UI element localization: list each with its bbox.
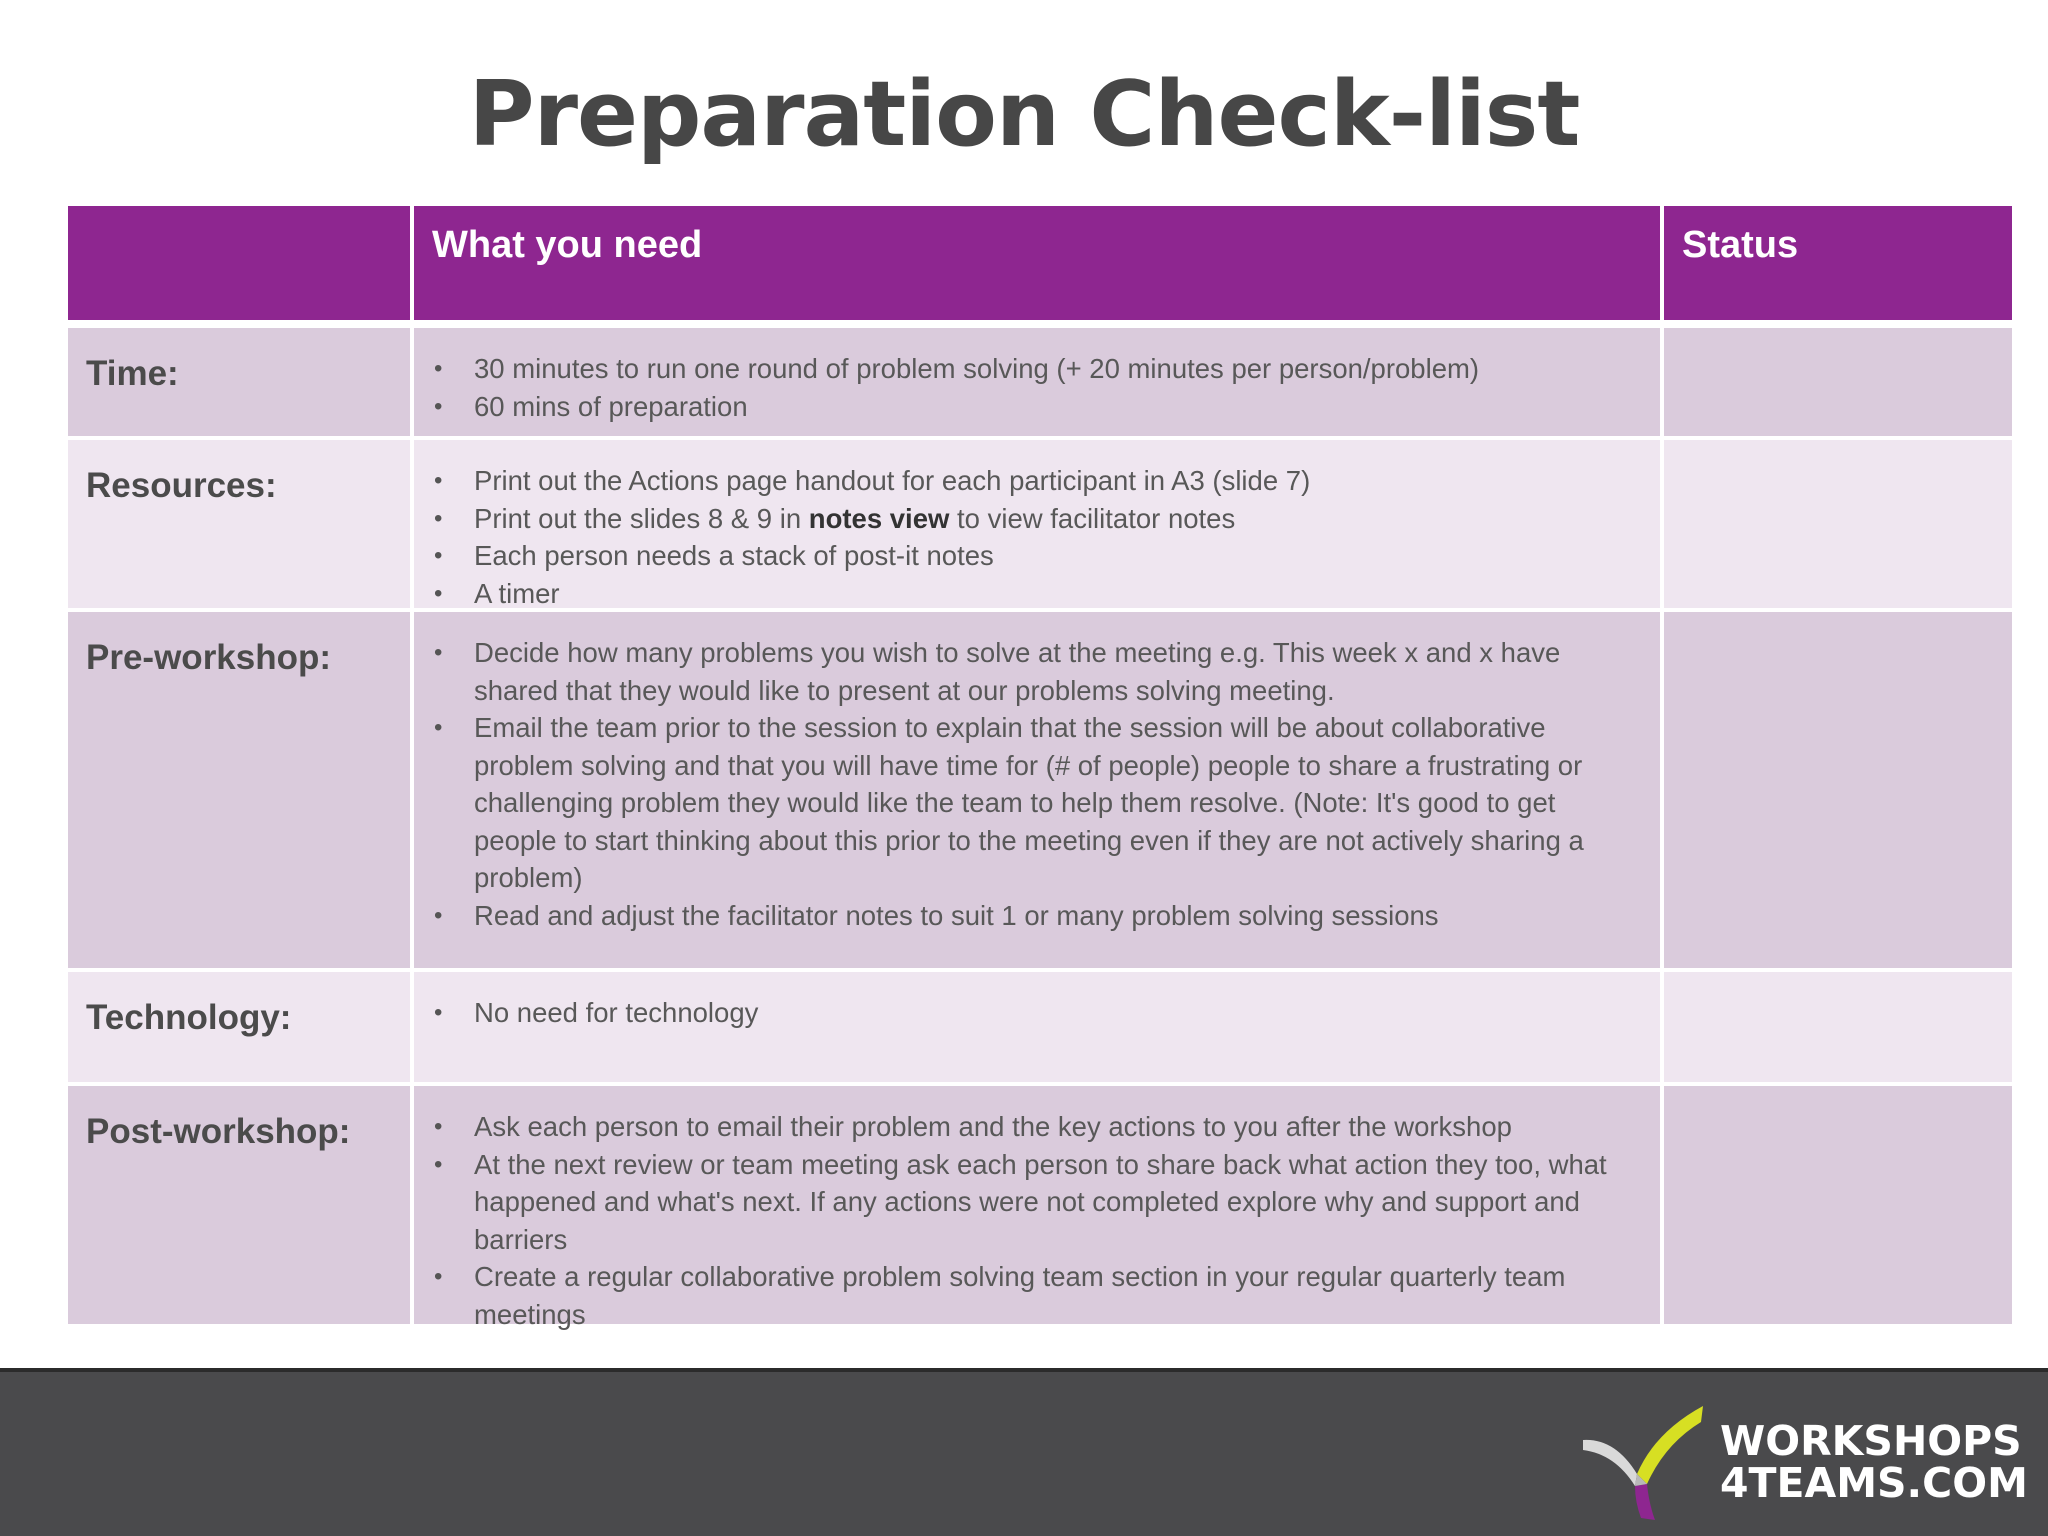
header-blank — [68, 206, 414, 328]
list-item: • Ask each person to email their problem and the key actions to you after the workshop — [430, 1108, 1636, 1146]
row-content-pre-workshop — [414, 612, 1664, 972]
status-cell-technology[interactable] — [1664, 972, 2012, 1086]
logo-line-1: WORKSHOPS — [1720, 1417, 2022, 1465]
page-title: Preparation Check-list — [468, 62, 1580, 167]
list-item: • Each person needs a stack of post-it notes — [430, 537, 1636, 575]
list-item: • Read and adjust the facilitator notes to suit 1 or many problem solving sessions — [430, 897, 1636, 935]
row-content-post-workshop — [414, 1086, 1664, 1328]
list-item: • 60 mins of preparation — [430, 388, 1636, 426]
row-label-time: Time: — [68, 328, 414, 440]
header-status: Status — [1664, 206, 2012, 328]
list-item: • No need for technology — [430, 994, 1636, 1032]
list-item: • 30 minutes to run one round of problem solving (+ 20 minutes per person/problem) — [430, 350, 1636, 388]
row-content-time — [414, 328, 1664, 440]
item-text: Print out the slides 8 & 9 in — [474, 502, 809, 534]
status-cell-time[interactable] — [1664, 328, 2012, 440]
list-item: • A timer — [430, 575, 1636, 613]
list-item: • Decide how many problems you wish to solve at the meeting e.g. This week x and x have shared that they would like to present at our problems solving meeting. — [430, 634, 1636, 709]
item-bold-text: notes view — [808, 502, 950, 534]
item-text: to view facilitator notes — [949, 502, 1236, 534]
status-cell-resources[interactable] — [1664, 440, 2012, 612]
header-what-you-need: What you need — [414, 206, 1664, 328]
list-item: • Create a regular collaborative problem solving team section in your regular quarterly team meetings — [430, 1258, 1636, 1333]
row-content-resources — [414, 440, 1664, 612]
list-item: • At the next review or team meeting ask each person to share back what action they too, what happened and what's next. If any actions were not completed explore why and support and barriers — [430, 1146, 1636, 1259]
list-item — [430, 500, 1636, 538]
workshops4teams-logo-icon — [1575, 1392, 1705, 1522]
row-label-technology: Technology: — [68, 972, 414, 1086]
row-label-post-workshop: Post-workshop: — [68, 1086, 414, 1328]
checklist-table — [68, 206, 2012, 1328]
status-cell-post-workshop[interactable] — [1664, 1086, 2012, 1328]
row-label-resources: Resources: — [68, 440, 414, 612]
row-label-pre-workshop: Pre-workshop: — [68, 612, 414, 972]
logo-line-2: 4TEAMS.COM — [1720, 1459, 2028, 1507]
logo-text — [1720, 1417, 2028, 1507]
list-item: • Email the team prior to the session to explain that the session will be about collaborative problem solving and that you will have time for (# of people) people to share a frustrating or challenging problem they would like the team to help them resolve. (Note: It's good to get people to start thinking about this prior to the meeting even if they are not actively sharing a problem) — [430, 709, 1636, 897]
list-item: • Print out the Actions page handout for each participant in A3 (slide 7) — [430, 462, 1636, 500]
status-cell-pre-workshop[interactable] — [1664, 612, 2012, 972]
row-content-technology — [414, 972, 1664, 1086]
